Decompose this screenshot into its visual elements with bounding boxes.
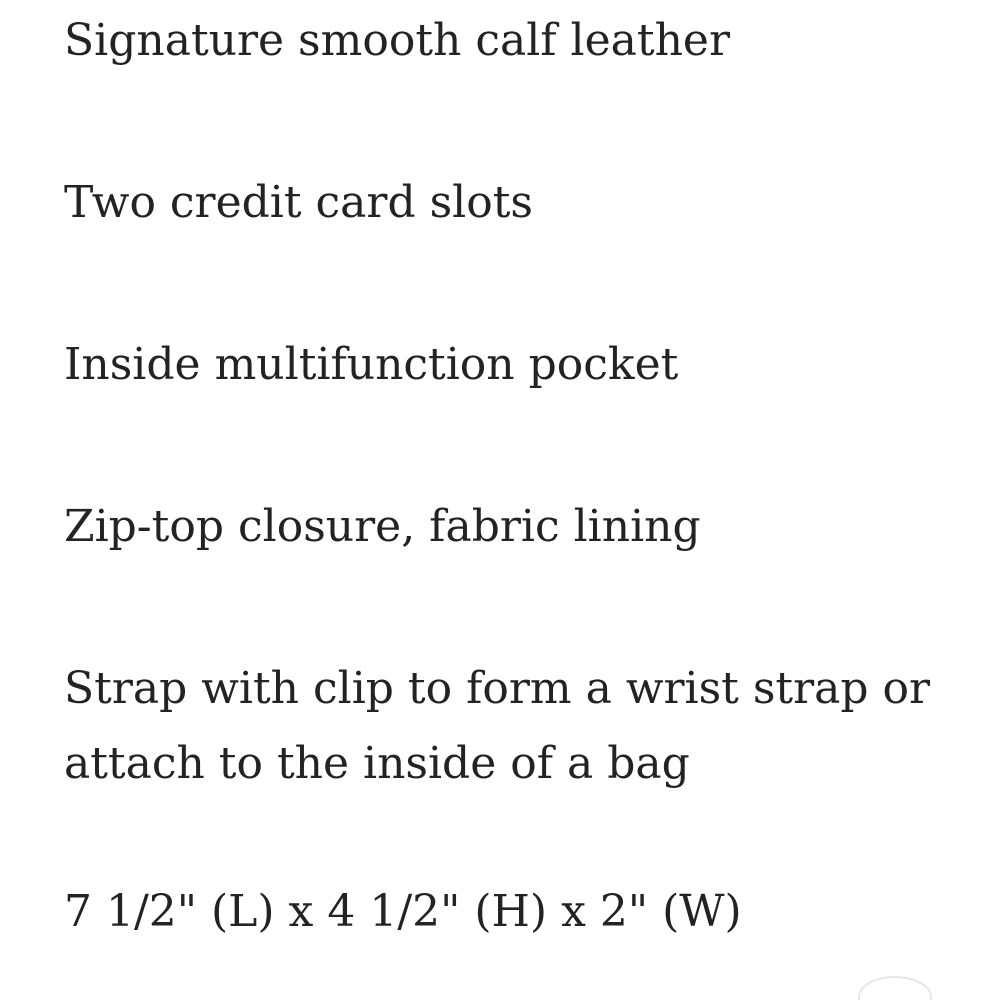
feature-strap-line-1: Strap with clip to form a wrist strap or bbox=[64, 663, 931, 714]
feature-card-slots: Two credit card slots bbox=[64, 177, 534, 228]
feature-dimensions: 7 1/2" (L) x 4 1/2" (H) x 2" (W) bbox=[64, 886, 742, 937]
feature-pocket: Inside multifunction pocket bbox=[64, 339, 679, 390]
feature-leather: Signature smooth calf leather bbox=[64, 15, 730, 66]
feature-strap bbox=[64, 651, 930, 801]
feature-strap-line-2: attach to the inside of a bag bbox=[64, 738, 690, 789]
feature-closure: Zip-top closure, fabric lining bbox=[64, 501, 701, 552]
